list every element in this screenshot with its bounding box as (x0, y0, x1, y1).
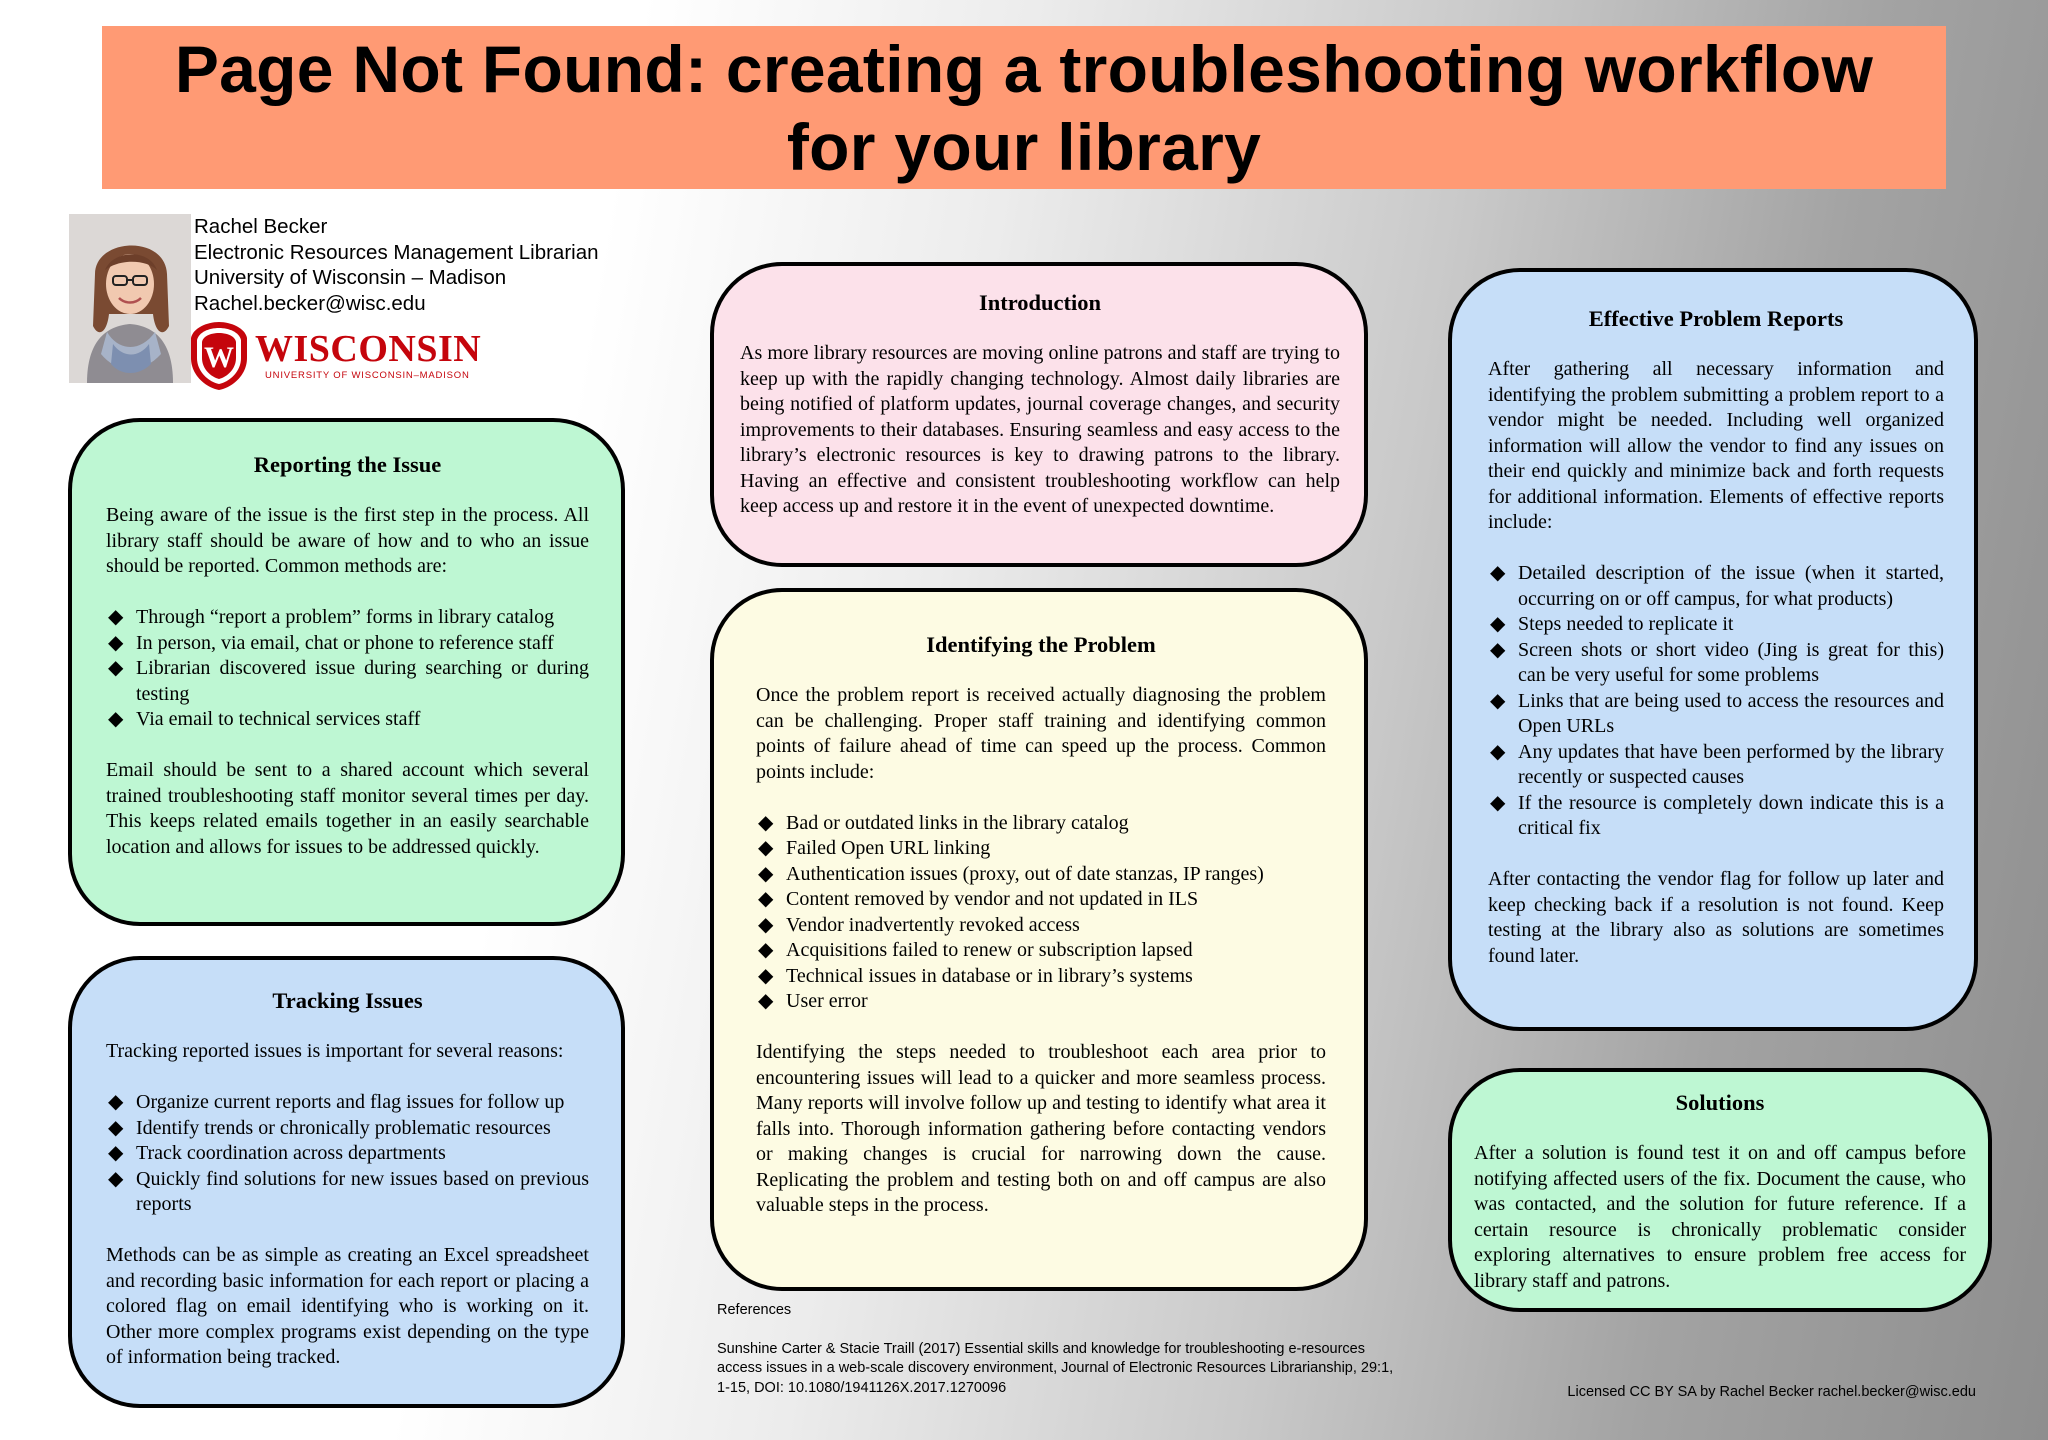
effective-heading: Effective Problem Reports (1588, 306, 1844, 331)
author-name: Rachel Becker (194, 215, 328, 238)
reporting-heading: Reporting the Issue (253, 452, 442, 477)
list-item: ◆ Authentication issues (proxy, out of date stanzas, IP ranges) (756, 862, 1326, 888)
list-item: ◆ Track coordination across departments (106, 1141, 589, 1167)
list-item: ◆ Detailed description of the issue (when it started, occurring on or off campus, for what products) (1488, 561, 1944, 612)
list-item: ◆ Via email to technical services staff (106, 707, 589, 733)
list-item: ◆ Any updates that have been performed by the library recently or suspected causes (1488, 740, 1944, 791)
reporting-section (68, 418, 625, 926)
identifying-intro: Once the problem report is received actually diagnosing the problem can be challenging. Proper staff training and identifying common points of failure ahead of time can speed up the process. Common points include: (756, 684, 1326, 783)
identifying-heading: Identifying the Problem (926, 632, 1156, 657)
list-item: ◆ If the resource is completely down indicate this is a critical fix (1488, 791, 1944, 842)
reporting-intro: Being aware of the issue is the first step in the process. All library staff should be aware of how and to who an issue should be reported. Common methods are: (106, 504, 589, 577)
logo-wordmark: WISCONSIN (255, 328, 482, 370)
solutions-heading: Solutions (1675, 1090, 1765, 1115)
effective-list (1488, 561, 1944, 842)
list-item: ◆ In person, via email, chat or phone to reference staff (106, 631, 589, 657)
list-item: ◆ Bad or outdated links in the library catalog (756, 811, 1326, 837)
identifying-section (710, 588, 1368, 1291)
list-item: ◆ Failed Open URL linking (756, 836, 1326, 862)
references-citation: Sunshine Carter & Stacie Traill (2017) Essential skills and knowledge for troubleshooting e-resources access issues in a web-scale discovery environment, Journal of Electronic Resources Librarianship, 29:1, 1-15, DOI: 10.1080/1941126X.2017.1270096 (717, 1340, 1394, 1396)
list-item: ◆ User error (756, 989, 1326, 1015)
list-item: ◆ Organize current reports and flag issues for follow up (106, 1090, 589, 1116)
list-item: ◆ Steps needed to replicate it (1488, 612, 1944, 638)
references (717, 1301, 1397, 1398)
introduction-body: As more library resources are moving online patrons and staff are trying to keep up with the rapidly changing technology. Almost daily libraries are being notified of platform updates, journal coverage changes, and security improvements to their databases. Ensuring seamless and easy access to the library’s electronic resources is key to drawing patrons to the library. Having an effective and consistent troubleshooting workflow can help keep access up and restore it in the event of unexpected downtime. (740, 342, 1340, 517)
list-item: ◆ Technical issues in database or in library’s systems (756, 964, 1326, 990)
identifying-list (756, 811, 1326, 1015)
title-banner (102, 26, 1946, 189)
list-item: ◆ Librarian discovered issue during searching or during testing (106, 656, 589, 707)
list-item: ◆ Links that are being used to access the resources and Open URLs (1488, 689, 1944, 740)
tracking-heading: Tracking Issues (272, 988, 423, 1013)
list-item: ◆ Acquisitions failed to renew or subscription lapsed (756, 938, 1326, 964)
list-item: ◆ Through “report a problem” forms in library catalog (106, 605, 589, 631)
introduction-heading: Introduction (978, 290, 1102, 315)
university-logo (187, 320, 487, 392)
crest-letter: W (204, 341, 234, 374)
tracking-intro: Tracking reported issues is important for several reasons: (106, 1040, 564, 1062)
author-institution: University of Wisconsin – Madison (194, 266, 507, 289)
reporting-list (106, 605, 589, 733)
effective-reports-section (1448, 268, 1978, 1031)
tracking-section (68, 956, 625, 1408)
crest-icon (187, 320, 251, 392)
author-email: Rachel.becker@wisc.edu (194, 291, 426, 315)
list-item: ◆ Screen shots or short video (Jing is great for this) can be very useful for some problems (1488, 638, 1944, 689)
poster-title: Page Not Found: creating a troubleshooting workflow for your library (174, 31, 1874, 184)
effective-closing: After contacting the vendor flag for follow up later and keep checking back if a resolution is not found. Keep testing at the library also as solutions are sometimes found later. (1488, 868, 1944, 967)
solutions-body: After a solution is found test it on and off campus before notifying affected users of the fix. Document the cause, who was contacted, and the solution for future reference. If a certain resource is chronically problematic consider exploring alternatives to ensure problem free access for library staff and patrons. (1474, 1142, 1966, 1292)
list-item: ◆ Content removed by vendor and not updated in ILS (756, 887, 1326, 913)
introduction-section (710, 262, 1368, 567)
list-item: ◆ Quickly find solutions for new issues based on previous reports (106, 1167, 589, 1218)
logo-subtitle: UNIVERSITY OF WISCONSIN–MADISON (265, 370, 470, 381)
author-position: Electronic Resources Management Librarian (194, 240, 599, 264)
portrait-illustration (69, 214, 191, 383)
tracking-list (106, 1090, 589, 1218)
list-item: ◆ Identify trends or chronically problematic resources (106, 1116, 589, 1142)
effective-intro: After gathering all necessary information and identifying the problem submitting a problem report to a vendor might be needed. Including well organized information will allow the vendor to find any issues on their end quickly and minimize back and forth requests for additional information. Elements of effective reports include: (1488, 358, 1944, 533)
references-heading: References (717, 1302, 792, 1318)
tracking-closing: Methods can be as simple as creating an Excel spreadsheet and recording basic information for each report or placing a colored flag on email identifying who is working on it. Other more complex programs exist depending on the type of information being tracked. (106, 1244, 589, 1368)
author-info (194, 214, 599, 316)
identifying-closing: Identifying the steps needed to troubleshoot each area prior to encountering issues will lead to a quicker and more seamless process. Many reports will involve follow up and testing to identify what area it falls into. Thorough information gathering before contacting vendors or making changes is crucial for narrowing down the cause. Replicating the problem and testing both on and off campus are also valuable steps in the process. (756, 1041, 1326, 1216)
solutions-section (1448, 1068, 1992, 1312)
reporting-closing: Email should be sent to a shared account which several trained troubleshooting staff monitor several times per day. This keeps related emails together in an easily searchable location and allows for issues to be addressed quickly. (106, 759, 589, 858)
license-note: Licensed CC BY SA by Rachel Becker rachel.becker@wisc.edu (1567, 1384, 1976, 1400)
author-photo (69, 214, 191, 383)
list-item: ◆ Vendor inadvertently revoked access (756, 913, 1326, 939)
